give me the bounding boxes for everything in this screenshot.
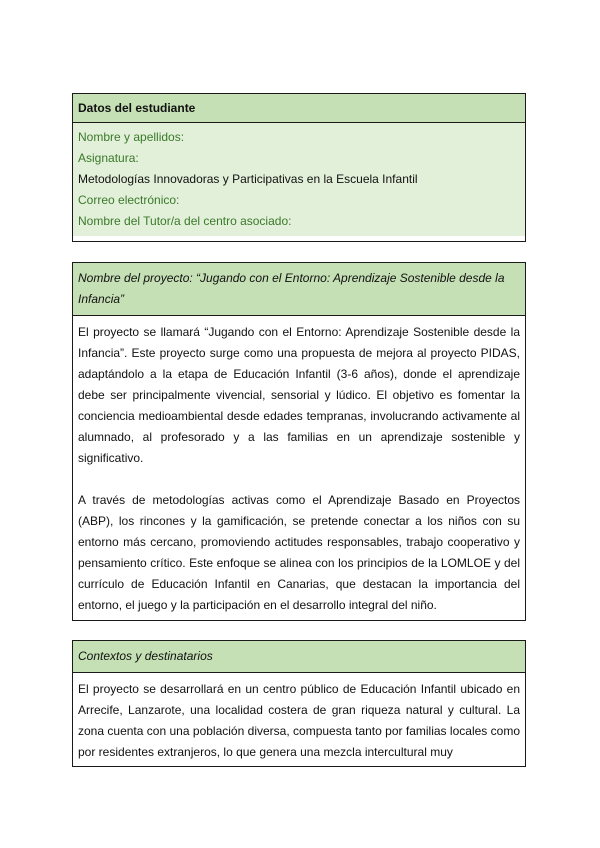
context-table bbox=[72, 640, 526, 767]
subject-label: Asignatura: bbox=[78, 151, 139, 165]
context-paragraph-1: El proyecto se desarrollará en un centro público de Educación Infantil ubicado en Arrecife, Lanzarote, una localidad costera de gran riqueza natural y cultural. La zona cuenta con una población diversa, compuesta tanto por familias locales como por residentes extranjeros, lo que genera una mezcla intercultural muy bbox=[78, 682, 520, 759]
student-data-header: Datos del estudiante bbox=[73, 94, 525, 123]
project-name-header: Nombre del proyecto: “Jugando con el Entorno: Aprendizaje Sostenible desde la Infancia” bbox=[73, 263, 525, 316]
context-description bbox=[73, 673, 525, 767]
name-label: Nombre y apellidos: bbox=[78, 130, 185, 144]
project-table bbox=[72, 262, 526, 621]
project-description bbox=[73, 316, 525, 624]
email-label: Correo electrónico: bbox=[78, 193, 180, 207]
project-paragraph-2: A través de metodologías activas como el Aprendizaje Basado en Proyectos (ABP), los rincones y la gamificación, se pretende conectar a los niños con su entorno más cercano, promoviendo actitudes responsables, trabajo cooperativo y pensamiento crítico. Este enfoque se alinea con los principios de la LOMLOE y del currículo de Educación Infantil en Canarias, que destacan la importancia del entorno, el juego y la participación en el desarrollo integral del niño. bbox=[78, 493, 520, 612]
student-data-table bbox=[72, 93, 526, 242]
context-header: Contextos y destinatarios bbox=[73, 641, 525, 673]
student-data-fields bbox=[73, 123, 525, 236]
subject-value: Metodologías Innovadoras y Participativas en la Escuela Infantil bbox=[78, 172, 418, 186]
project-paragraph-1: El proyecto se llamará “Jugando con el Entorno: Aprendizaje Sostenible desde la Infancia”. Este proyecto surge como una propuesta de mejora al proyecto PIDAS, adaptándolo a la etapa de Educación Infantil (3-6 años), donde el aprendizaje debe ser principalmente vivencial, sensorial y lúdico. El objetivo es fomentar la conciencia medioambiental desde edades tempranas, involucrando activamente al alumnado, al profesorado y a las familias en un aprendizaje sostenible y significativo. bbox=[78, 325, 520, 465]
tutor-label: Nombre del Tutor/a del centro asociado: bbox=[78, 214, 292, 228]
